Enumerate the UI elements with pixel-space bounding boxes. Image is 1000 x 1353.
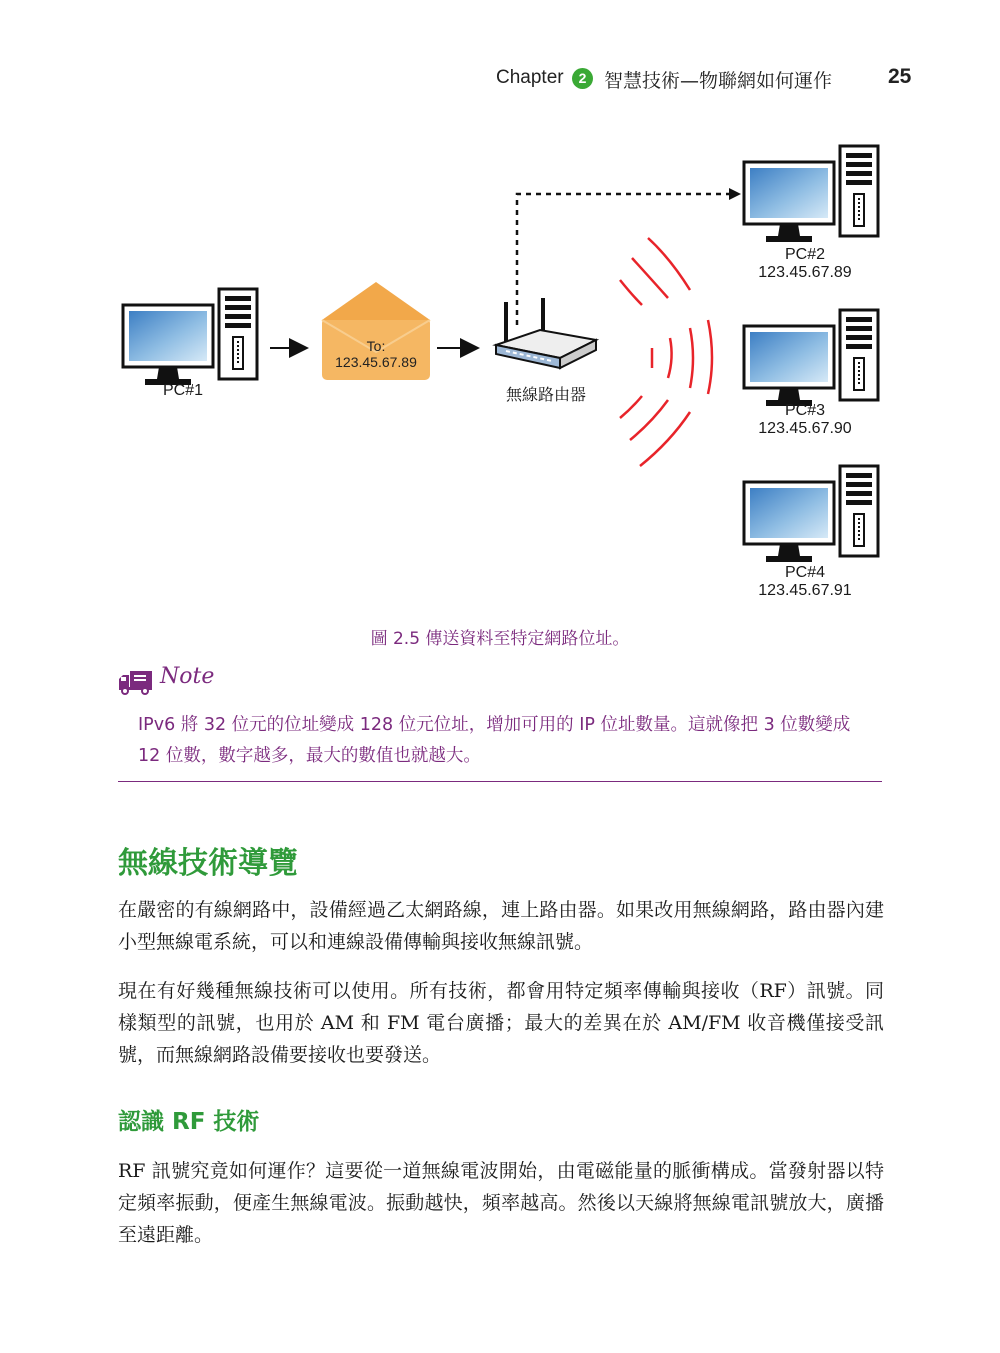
page-number: 25 — [888, 65, 912, 88]
router-icon — [496, 298, 596, 368]
pc4-label: PC#4 — [784, 564, 826, 581]
chapter-word: Chapter — [496, 67, 564, 88]
section-heading: 無線技術導覽 — [118, 846, 298, 881]
dashed-path-to-pc2 — [517, 194, 730, 325]
page-header — [0, 64, 1000, 94]
network-figure — [0, 130, 1000, 610]
pc4-computer-icon — [744, 466, 878, 562]
dashed-arrowhead — [729, 188, 741, 200]
pc3-ip: 123.45.67.90 — [758, 420, 852, 437]
note-divider — [118, 781, 882, 782]
figure-caption: 圖 2.5 傳送資料至特定網路位址。 — [370, 629, 630, 649]
note-truck-icon — [118, 668, 154, 696]
chapter-number-badge: 2 — [572, 68, 593, 89]
section-paragraph-1: 在嚴密的有線網路中，設備經過乙太網路線，連上路由器。如果改用無線網路，路由器內建小型無線電系統，可以和連線設備傳輸與接收無線訊號。 — [118, 899, 884, 953]
network-diagram — [0, 130, 1000, 610]
section-paragraph-2: 現在有好幾種無線技術可以使用。所有技術，都會用特定頻率傳輸與接收（RF）訊號。同樣類型的訊號，也用於 AM 和 FM 電台廣播；最大的差異在於 AM/FM 收音機僅接受訊號，而無線網路設備要接收也要發送。 — [118, 980, 884, 1066]
envelope-to-label: To: — [366, 338, 386, 354]
wireless-signal-waves — [620, 238, 712, 466]
subsection-heading: 認識 RF 技術 — [118, 1109, 260, 1135]
router-label: 無線路由器 — [506, 385, 587, 404]
pc3-label: PC#3 — [784, 402, 826, 419]
pc2-ip: 123.45.67.89 — [758, 264, 852, 281]
note-text: IPv6 將 32 位元的位址變成 128 位元位址，增加可用的 IP 位址數量。這就像把 3 位數變成 12 位數，數字越多，最大的數值也就越大。 — [138, 715, 851, 766]
pc1-computer-icon — [123, 289, 257, 385]
note-label: Note — [160, 664, 215, 689]
subsection-paragraph-1: RF 訊號究竟如何運作？這要從一道無線電波開始，由電磁能量的脈衝構成。當發射器以特定頻率振動，便產生無線電波。振動越快，頻率越高。然後以天線將無線電訊號放大，廣播至遠距離。 — [118, 1160, 884, 1246]
pc1-label: PC#1 — [162, 382, 204, 399]
chapter-title: 智慧技術—物聯網如何運作 — [604, 70, 833, 92]
pc2-computer-icon — [744, 146, 878, 242]
pc2-label: PC#2 — [784, 246, 826, 263]
pc4-ip: 123.45.67.91 — [758, 582, 852, 599]
pc3-computer-icon — [744, 310, 878, 406]
envelope-address: 123.45.67.89 — [335, 354, 417, 370]
